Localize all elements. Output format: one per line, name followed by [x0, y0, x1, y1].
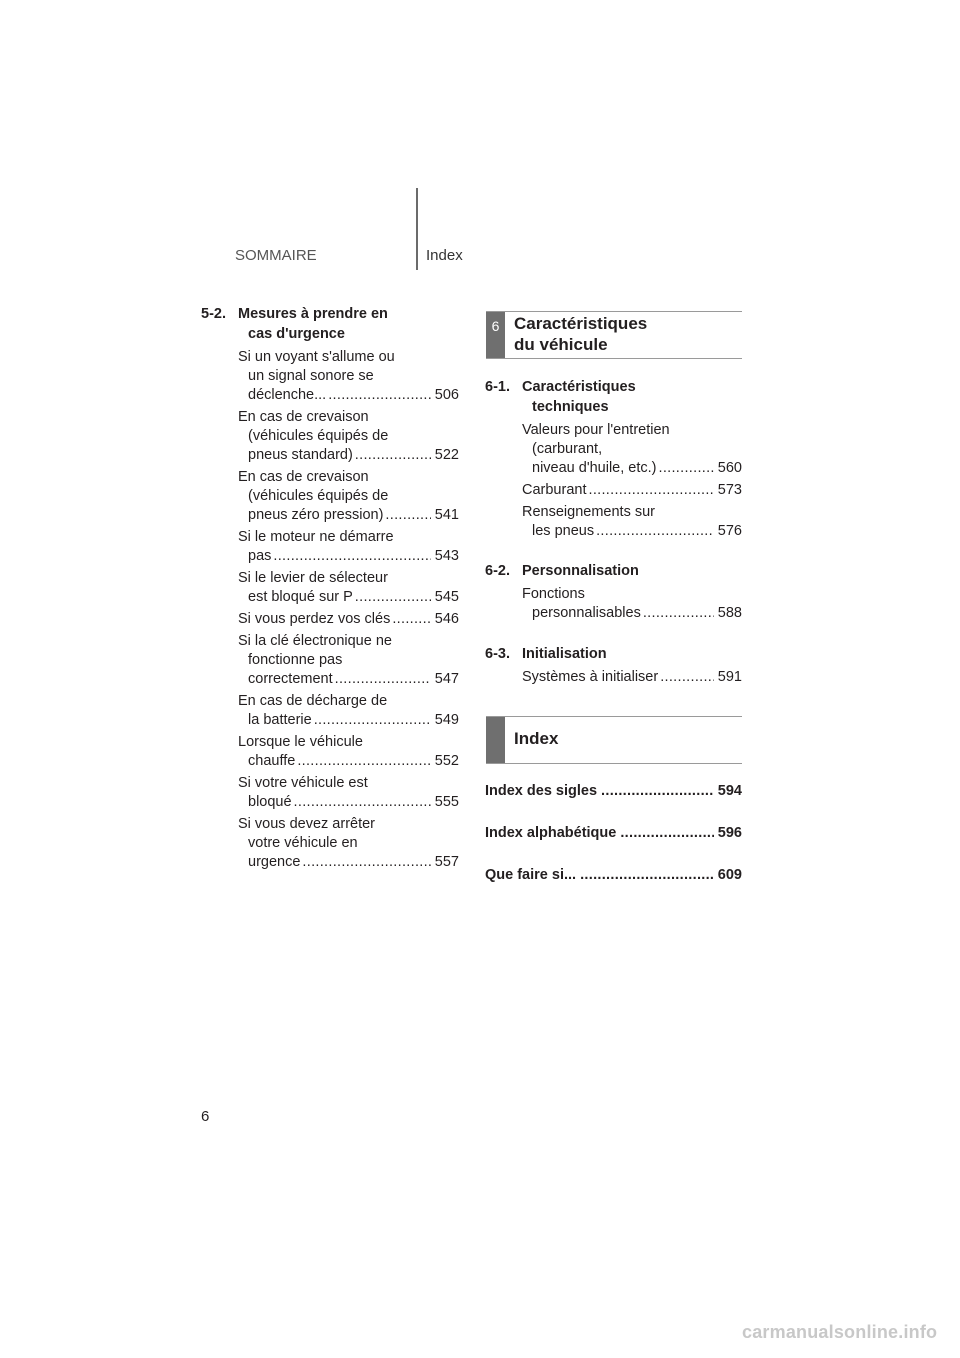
- toc-entry-label: pneus zéro pression): [248, 507, 384, 523]
- dot-leader: [273, 547, 430, 566]
- toc-entry[interactable]: [238, 569, 459, 607]
- toc-entry-line: votre véhicule en: [248, 835, 358, 851]
- toc-entry-last-line: [238, 670, 459, 689]
- toc-entry-page: 541: [434, 507, 459, 523]
- toc-entry-label: est bloqué sur P: [248, 589, 353, 605]
- dot-leader: [596, 522, 714, 541]
- toc-entry-label: Si vous perdez vos clés: [238, 611, 391, 627]
- dot-leader: [335, 670, 431, 689]
- toc-entry-line: fonctionne pas: [248, 652, 343, 668]
- toc-entry-page: 543: [434, 548, 459, 564]
- toc-entry[interactable]: [238, 632, 459, 689]
- toc-entry[interactable]: [522, 421, 742, 478]
- dot-leader: [660, 668, 714, 687]
- toc-entry-label: les pneus: [532, 523, 595, 539]
- header-divider: [416, 188, 418, 270]
- toc-entry-line: Fonctions: [522, 586, 585, 602]
- index-banner: [486, 716, 742, 764]
- index-title: Index: [514, 729, 559, 748]
- toc-entry-last-line: [238, 506, 459, 525]
- toc-entry-page: 573: [717, 482, 742, 498]
- section-6-2-entries: [522, 585, 742, 623]
- toc-entry-line: Renseignements sur: [522, 504, 655, 520]
- toc-entry-last-line: [238, 386, 459, 405]
- dot-leader: [294, 793, 431, 812]
- dot-leader: [588, 481, 713, 500]
- index-entries: [485, 782, 742, 885]
- toc-entry-label: personnalisables: [532, 605, 641, 621]
- toc-entry[interactable]: [238, 774, 459, 812]
- toc-entry[interactable]: [238, 408, 459, 465]
- toc-entry-line: En cas de crevaison: [238, 409, 369, 425]
- nav-sommaire-link[interactable]: SOMMAIRE: [235, 247, 317, 264]
- toc-entry-last-line: [238, 547, 459, 566]
- toc-entry-line: (véhicules équipés de: [248, 428, 389, 444]
- toc-entry-last-line: [238, 752, 459, 771]
- index-tab: [486, 717, 505, 763]
- toc-entry-label: Carburant: [522, 482, 587, 498]
- toc-entry-last-line: [238, 588, 459, 607]
- toc-entry-page: 547: [434, 671, 459, 687]
- toc-entry-label: urgence: [248, 854, 301, 870]
- toc-entry[interactable]: [238, 815, 459, 872]
- section-6-2-heading: 6-2. Personnalisation: [485, 563, 639, 579]
- toc-entry-last-line: [238, 853, 459, 872]
- dot-leader: [297, 752, 430, 771]
- toc-entry[interactable]: [522, 585, 742, 623]
- toc-entry[interactable]: [238, 348, 459, 405]
- toc-entry-page: 549: [434, 712, 459, 728]
- toc-entry-line: Lorsque le véhicule: [238, 734, 363, 750]
- toc-entry-line: (carburant,: [532, 441, 603, 457]
- toc-entry-line: Si le moteur ne démarre: [238, 529, 394, 545]
- toc-entry-last-line: [522, 604, 742, 623]
- section-6-2: [485, 561, 742, 623]
- dot-leader: [355, 446, 431, 465]
- toc-entry[interactable]: [238, 733, 459, 771]
- toc-entry-last-line: [522, 522, 742, 541]
- toc-entry-page: 557: [434, 854, 459, 870]
- toc-entry-line: Si votre véhicule est: [238, 775, 368, 791]
- toc-entry-label: déclenche...: [248, 387, 327, 403]
- section-title: Mesures à prendre en cas d'urgence: [238, 306, 388, 342]
- toc-entry-page: 522: [434, 447, 459, 463]
- toc-entry-line: En cas de crevaison: [238, 469, 369, 485]
- toc-entry-last-line: [238, 610, 459, 629]
- chapter-6-banner: [486, 311, 742, 359]
- toc-entry-last-line: [522, 668, 742, 687]
- toc-entry-page: 576: [717, 523, 742, 539]
- toc-entry-line: Valeurs pour l'entretien: [522, 422, 670, 438]
- section-5-2-heading: [201, 304, 459, 344]
- section-5-2-entries: [238, 348, 459, 872]
- toc-entry[interactable]: [522, 668, 742, 687]
- toc-entry-line: (véhicules équipés de: [248, 488, 389, 504]
- section-number: 5-2.: [201, 306, 226, 322]
- toc-entry[interactable]: [238, 528, 459, 566]
- chapter-number-tab: 6: [486, 312, 505, 358]
- toc-entry-label: bloqué: [248, 794, 292, 810]
- toc-entry[interactable]: [522, 503, 742, 541]
- toc-entry-label: niveau d'huile, etc.): [532, 460, 657, 476]
- section-6-1-entries: [522, 421, 742, 541]
- toc-entry-page: 591: [717, 669, 742, 685]
- nav-index-link[interactable]: Index: [426, 247, 463, 264]
- toc-entry-label: la batterie: [248, 712, 312, 728]
- page-number: 6: [201, 1108, 210, 1125]
- toc-entry-last-line: [522, 481, 742, 500]
- index-entry-sigles[interactable]: Index des sigles ..... 594: [485, 782, 742, 801]
- toc-entry-line: Si un voyant s'allume ou: [238, 349, 395, 365]
- toc-entry-line: Si vous devez arrêter: [238, 816, 376, 832]
- toc-entry-page: 588: [717, 605, 742, 621]
- toc-entry-page: 560: [717, 460, 742, 476]
- dot-leader: [302, 853, 430, 872]
- dot-leader: [355, 588, 431, 607]
- toc-entry-last-line: [238, 711, 459, 730]
- section-6-3: [485, 644, 742, 687]
- toc-entry-line: En cas de décharge de: [238, 693, 388, 709]
- toc-entry-last-line: [238, 446, 459, 465]
- dot-leader: [392, 610, 430, 629]
- section-5-2: [201, 304, 459, 872]
- toc-entry[interactable]: [238, 692, 459, 730]
- toc-entry-page: 506: [434, 387, 459, 403]
- section-6-3-heading: 6-3. Initialisation: [485, 646, 607, 662]
- toc-entry-label: correctement: [248, 671, 333, 687]
- dot-leader: [328, 386, 431, 405]
- index-entry-alphabetique[interactable]: Index alphabétique ..... 596: [485, 824, 742, 843]
- toc-entry-line: Si le levier de sélecteur: [238, 570, 388, 586]
- toc-entry-label: pas: [248, 548, 272, 564]
- dot-leader: [643, 604, 714, 623]
- dot-leader: [658, 459, 713, 478]
- chapter-title: Caractéristiques du véhicule: [514, 314, 648, 354]
- toc-entry-page: 555: [434, 794, 459, 810]
- dot-leader: [314, 711, 431, 730]
- index-entry-que-faire[interactable]: Que faire si... ..... 609: [485, 866, 742, 885]
- toc-entry-last-line: [522, 459, 742, 478]
- toc-entry-label: chauffe: [248, 753, 296, 769]
- dot-leader: [385, 506, 430, 525]
- section-6-1-heading: 6-1. Caractéristiques techniques: [485, 379, 636, 415]
- toc-entry[interactable]: [238, 468, 459, 525]
- toc-entry-page: 552: [434, 753, 459, 769]
- watermark: carmanualsonline.info: [742, 1322, 938, 1342]
- toc-entry-page: 546: [434, 611, 459, 627]
- toc-entry-line: un signal sonore se: [248, 368, 374, 384]
- section-6-3-entries: [522, 668, 742, 687]
- toc-entry-label: Systèmes à initialiser: [522, 669, 659, 685]
- section-6-1: [485, 377, 742, 541]
- toc-entry[interactable]: [522, 481, 742, 500]
- toc-entry-page: 545: [434, 589, 459, 605]
- toc-entry-label: pneus standard): [248, 447, 353, 463]
- toc-entry-last-line: [238, 793, 459, 812]
- toc-entry-line: Si la clé électronique ne: [238, 633, 392, 649]
- toc-entry[interactable]: [238, 610, 459, 629]
